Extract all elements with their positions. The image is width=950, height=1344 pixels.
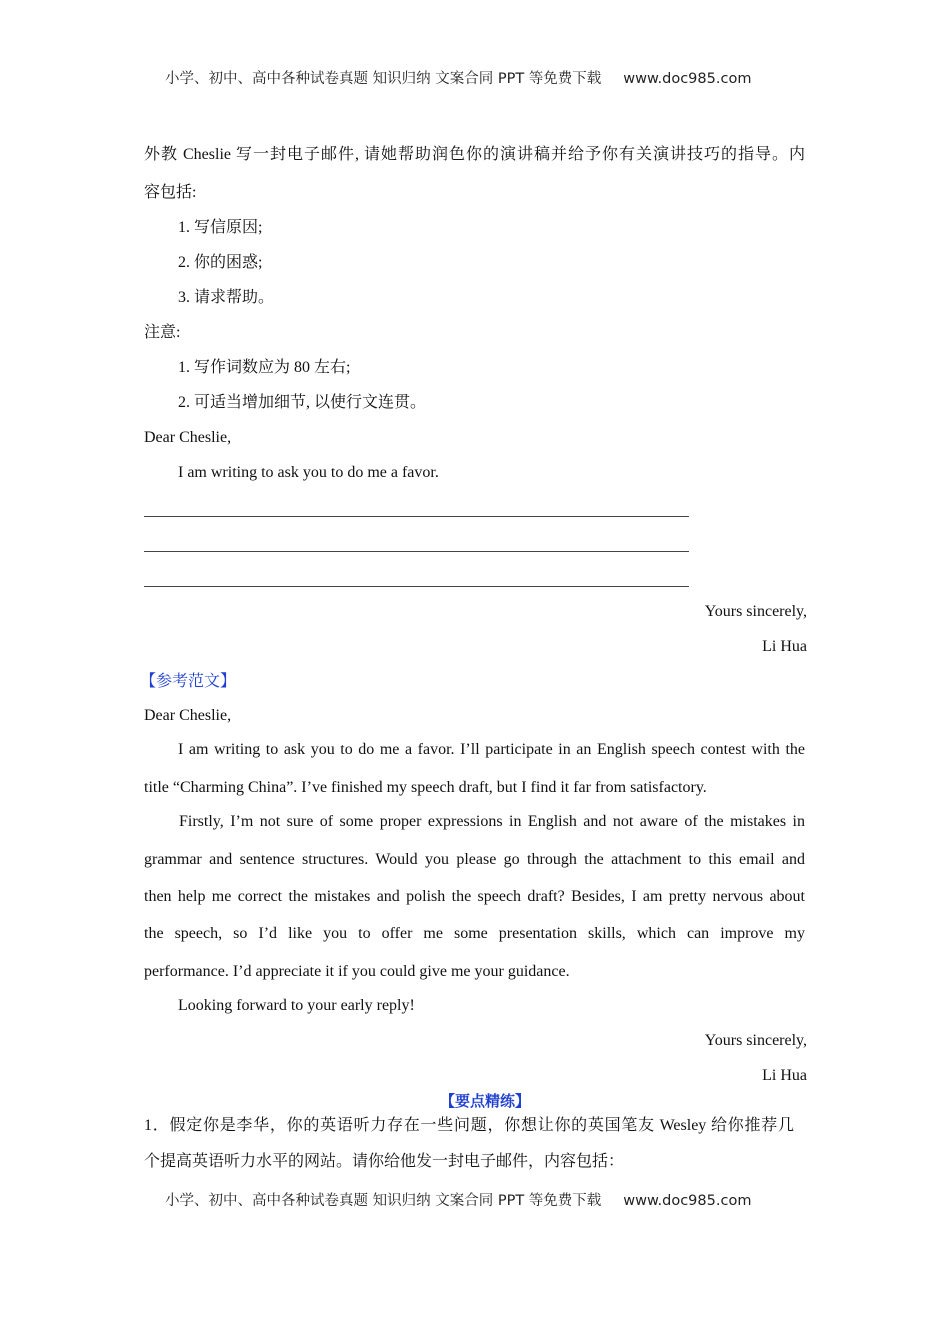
- sample-line: title “Charming China”. I’ve finished my speech draft, but I find it far from satisfactory.: [144, 779, 707, 796]
- practice-line: 个提高英语听力水平的网站。请你给他发一封电子邮件，内容包括：: [144, 1153, 625, 1170]
- sample-line: I am writing to ask you to do me a favor. I’ll participate in an English speech contest with the: [178, 741, 805, 758]
- page-header: [165, 69, 751, 89]
- sample-label: 【参考范文】: [140, 673, 237, 690]
- closing: Yours sincerely,: [704, 603, 807, 620]
- task-point: 2. 你的困惑;: [178, 254, 263, 271]
- sample-line: Firstly, I’m not sure of some proper expressions in English and not aware of the mistakes in: [179, 813, 805, 830]
- salutation: Dear Cheslie,: [144, 429, 232, 446]
- header-text: 小学、初中、高中各种试卷真题 知识归纳 文案合同 PPT 等免费下载: [165, 71, 602, 87]
- page-footer: [165, 1191, 751, 1211]
- sample-signature: Li Hua: [762, 1067, 807, 1084]
- sample-salutation: Dear Cheslie,: [144, 707, 232, 724]
- signature: Li Hua: [762, 638, 807, 655]
- footer-url[interactable]: www.doc985.com: [623, 1193, 752, 1209]
- answer-line: [144, 586, 689, 587]
- header-url[interactable]: www.doc985.com: [623, 71, 752, 87]
- answer-line: [144, 551, 689, 552]
- sample-line: then help me correct the mistakes and polish the speech draft? Besides, I am pretty nervous about: [144, 888, 805, 905]
- opening-line: I am writing to ask you to do me a favor.: [178, 464, 439, 481]
- sample-line: the speech, so I’d like you to offer me some presentation skills, which can improve my: [144, 925, 805, 942]
- task-intro: 外教 Cheslie 写一封电子邮件, 请她帮助润色你的演讲稿并给予你有关演讲技巧的指导。内: [144, 146, 805, 163]
- footer-text: 小学、初中、高中各种试卷真题 知识归纳 文案合同 PPT 等免费下载: [165, 1193, 602, 1209]
- sample-closing: Yours sincerely,: [704, 1032, 807, 1049]
- note-item: 2. 可适当增加细节, 以使行文连贯。: [178, 394, 427, 411]
- task-point: 1. 写信原因;: [178, 219, 263, 236]
- sample-line: performance. I’d appreciate it if you could give me your guidance.: [144, 963, 570, 980]
- practice-line: 1．假定你是李华，你的英语听力存在一些问题，你想让你的英国笔友 Wesley 给你推荐几: [144, 1117, 794, 1134]
- note-item: 1. 写作词数应为 80 左右;: [178, 359, 351, 376]
- answer-line: [144, 516, 689, 517]
- practice-label: 【要点精练】: [440, 1092, 531, 1110]
- note-label: 注意:: [144, 324, 181, 341]
- sample-line: Looking forward to your early reply!: [178, 997, 415, 1014]
- task-point: 3. 请求帮助。: [178, 289, 275, 306]
- sample-line: grammar and sentence structures. Would you please go through the attachment to this email and: [144, 851, 805, 868]
- task-intro-cont: 容包括:: [144, 184, 197, 201]
